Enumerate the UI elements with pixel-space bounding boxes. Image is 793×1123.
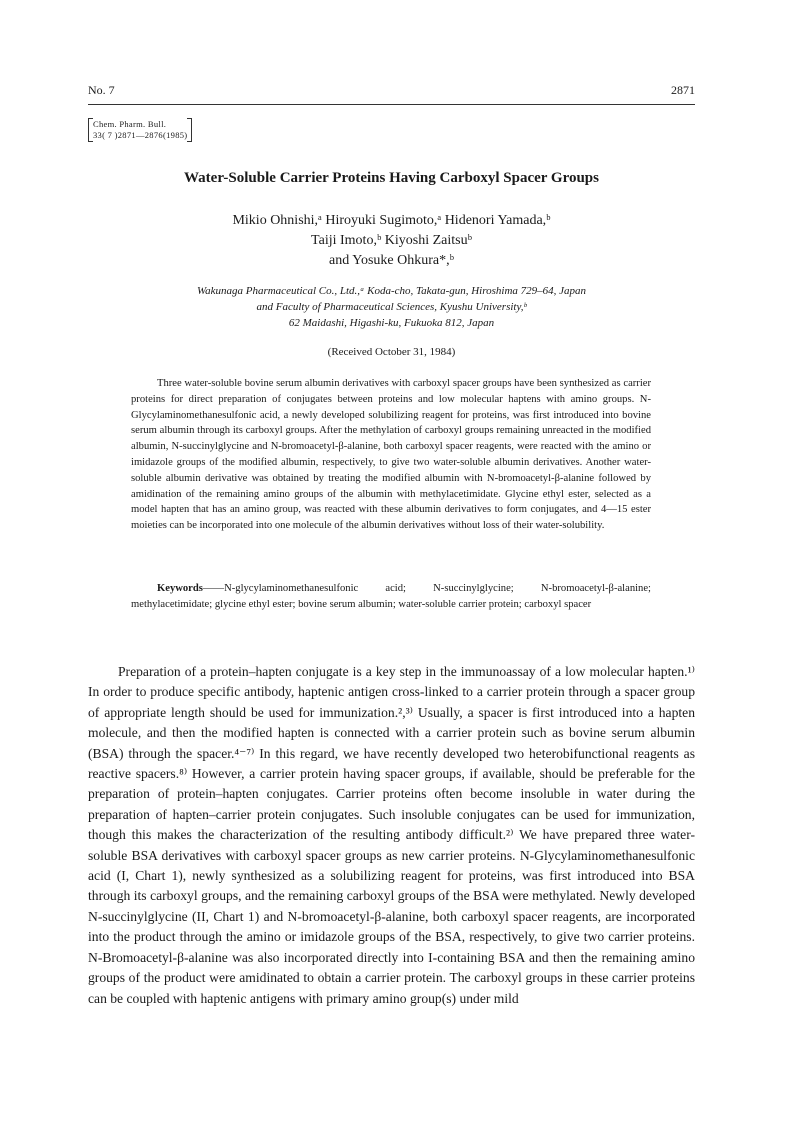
journal-citation xyxy=(88,119,192,141)
page-number: 2871 xyxy=(671,83,695,97)
author-line-3: and Yosuke Ohkura*,ᵇ xyxy=(329,253,454,268)
introduction-paragraph: Preparation of a protein–hapten conjugate is a key step in the immunoassay of a low molecular hapten.¹⁾ In order to produce specific antibody, haptenic antigen cross-linked to a carrier protein through a spacer group of appropriate length should be used for immunization.²,³⁾ Usually, a spacer is first introduced into a hapten molecule, and then the modified hapten is connected with a carrier protein such as bovine serum albumin (BSA) through the spacer.⁴⁻⁷⁾ In this regard, we have recently developed two heterobifunctional reagents as reactive spacers.⁸⁾ However, a carrier protein having spacer groups, if available, should be preferable for the preparation of protein–hapten conjugates. Carrier proteins often become insoluble in water during the preparation of hapten–carrier protein conjugates. Such insoluble conjugates can be used for immunization, though this makes the characterization of the resulting antibody difficult.²⁾ We have prepared three water-soluble BSA derivatives with carboxyl spacer groups as new carrier proteins. N-Glycylaminomethanesulfonic acid (I, Chart 1), newly synthesized as a solubilizing reagent for proteins, was first introduced into BSA through its carboxyl groups, and the remaining carboxyl groups of the BSA were methylated. Newly developed N-succinylglycine (II, Chart 1) and N-bromoacetyl-β-alanine, both carboxyl spacer reagents, are incorporated into the product through the amino or imidazole groups of the BSA, respectively, to give two carrier proteins. N-Bromoacetyl-β-alanine was also incorporated directly into I-containing BSA and then the remaining amino groups of the product were amidinated to obtain a carrier protein. The carboxyl groups in these carrier proteins can be coupled with haptenic antigens with primary amino group(s) under mild xyxy=(88,664,695,1006)
keywords-label: Keywords xyxy=(157,583,203,594)
journal-citation-volume: 33( 7 )2871—2876(1985) xyxy=(93,130,188,140)
author-list xyxy=(88,211,695,271)
keywords xyxy=(131,581,651,613)
affiliation-line-3: 62 Maidashi, Higashi-ku, Fukuoka 812, Japan xyxy=(288,317,495,329)
affiliation-line-2: and Faculty of Pharmaceutical Sciences, Kyushu University,ᵇ xyxy=(256,301,527,313)
author-line-1: Mikio Ohnishi,ᵃ Hiroyuki Sugimoto,ᵃ Hidenori Yamada,ᵇ xyxy=(232,213,551,228)
running-header-issue: No. 7 xyxy=(88,83,115,97)
received-date: (Received October 31, 1984) xyxy=(327,346,456,358)
article-title: Water-Soluble Carrier Proteins Having Carboxyl Spacer Groups xyxy=(184,170,599,186)
journal-citation-name: Chem. Pharm. Bull. xyxy=(93,119,167,129)
abstract: Three water-soluble bovine serum albumin derivatives with carboxyl spacer groups have been synthesized as carrier proteins for direct preparation of conjugates between proteins and low molecular haptens with amino groups. N-Glycylaminomethanesulfonic acid, a newly developed solubilizing reagent for proteins, was first introduced into bovine serum albumin through its carboxyl groups. After the methylation of carboxyl groups remaining unreacted in the modified albumin, N-succinylglycine and N-bromoacetyl-β-alanine, both carboxyl spacer reagents, were reacted with the amino or imidazole groups of the modified albumin, respectively, to give two water-soluble albumin derivatives. Another water-soluble albumin derivative was obtained by treating the modified albumin with N-bromoacetyl-β-alanine followed by amidination of the remaining amino groups of the albumin with methylacetimidate. Glycine ethyl ester, selected as a model hapten that has an amino group, was reacted with these albumin derivatives to form conjugates, and 4—15 ester moieties can be incorporated into one molecule of the albumin derivatives without loss of their water-solubility. xyxy=(131,378,651,532)
affiliation-line-1: Wakunaga Pharmaceutical Co., Ltd.,ᵃ Koda-cho, Takata-gun, Hiroshima 729–64, Japan xyxy=(196,285,587,297)
affiliation xyxy=(88,283,695,331)
header-rule xyxy=(88,104,695,105)
author-line-2: Taiji Imoto,ᵇ Kiyoshi Zaitsuᵇ xyxy=(311,233,472,248)
keywords-text: ——N-glycylaminomethanesulfonic acid; N-succinylglycine; N-bromoacetyl-β-alanine; methylacetimidate; glycine ethyl ester; bovine serum albumin; water-soluble carrier protein; carboxyl spacer xyxy=(131,583,651,610)
